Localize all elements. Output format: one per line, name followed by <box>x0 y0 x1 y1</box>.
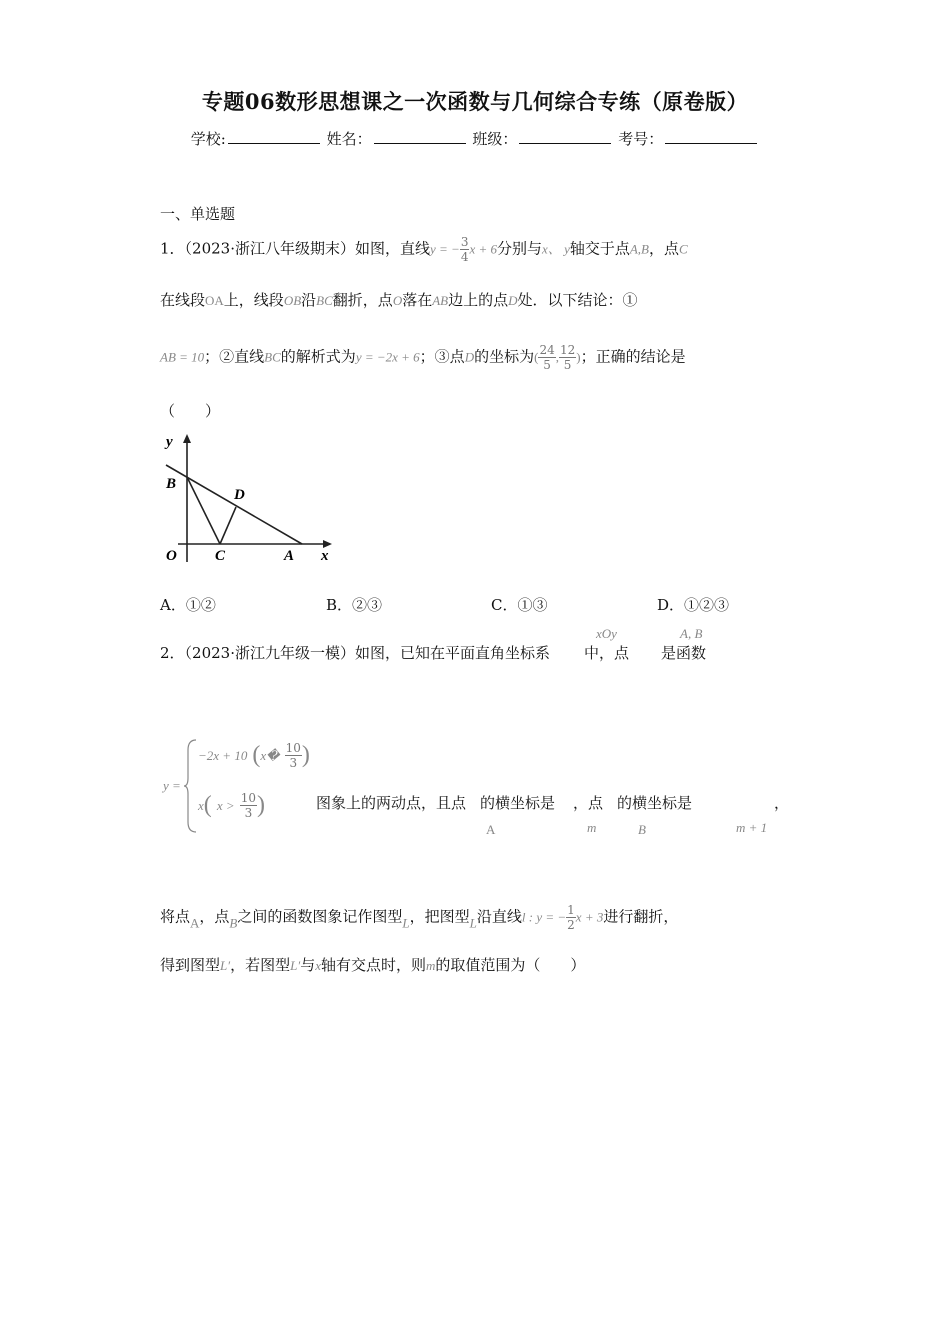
q1-coord-x-num: 24 <box>539 343 555 357</box>
q2-case2-cond: x > <box>216 798 235 813</box>
q1-frac-den: 4 <box>460 250 469 264</box>
q1-paren: ) <box>576 349 581 365</box>
q1-text: 上，线段 <box>223 291 284 309</box>
q2-case-1 <box>198 742 310 769</box>
q2-text: 的横坐标是 <box>480 794 556 812</box>
option-d[interactable]: D．①②③ <box>657 596 730 614</box>
label-a: A <box>284 548 295 564</box>
class-label: 班级： <box>472 130 518 148</box>
q1-ab-eq: AB = 10 <box>160 349 205 365</box>
q1-answer-paren: （ ） <box>160 402 221 420</box>
q1-coord-y-num: 12 <box>559 343 576 357</box>
q1-segment-ab: AB <box>432 293 449 308</box>
q2-text: 中，点 <box>584 644 630 662</box>
q1-text: 如图，直线 <box>355 239 431 258</box>
q2-text: 将点 <box>160 907 191 926</box>
label-o: O <box>166 548 177 564</box>
q1-source: （2023·浙江八年级期末） <box>184 239 355 258</box>
label-d: D <box>234 487 245 503</box>
q2-case2-expr: x <box>198 798 204 813</box>
q2-line-frac <box>566 904 576 931</box>
option-c[interactable]: C．①③ <box>491 596 548 614</box>
q2-text: 是函数 <box>661 644 707 662</box>
q1-points: A,B <box>629 241 649 257</box>
q2-line-2a <box>316 792 692 813</box>
section-heading: 一、单选题 <box>160 205 236 223</box>
q2-source: （2023·浙江九年级一模） <box>184 644 355 662</box>
q2-y-eq: y = <box>163 778 181 793</box>
x-axis-arrow <box>323 540 332 548</box>
name-label: 姓名： <box>326 130 372 148</box>
class-blank <box>519 129 611 144</box>
q1-line-2 <box>160 289 638 310</box>
q2-line-1 <box>160 642 706 663</box>
q2-l3-b: B <box>229 915 238 931</box>
q2-case2-paren-open: ( <box>203 792 212 818</box>
q2-points-ab: A, B <box>680 626 703 641</box>
q1-number: 1． <box>160 239 185 258</box>
student-info-line <box>0 128 950 149</box>
q2-text: 沿直线 <box>476 907 522 926</box>
q2-case1-cond: x� <box>260 748 280 763</box>
q1-axes: x、 y <box>542 241 570 257</box>
q1-frac-num: 3 <box>460 235 469 249</box>
q2-number: 2． <box>160 644 185 662</box>
label-x: x <box>321 548 329 564</box>
q2-comma: ， <box>774 794 790 812</box>
q1-text: 轴交于点 <box>569 239 630 258</box>
q2-l4-m: m <box>426 958 436 973</box>
page-title: 专题06数形思想课之一次函数与几何综合专练（原卷版） <box>201 89 749 114</box>
q2-sub-b: B <box>638 822 646 837</box>
q2-l3-l: L <box>402 915 410 931</box>
q1-comma: , <box>555 349 559 365</box>
exam-no-blank <box>665 129 757 144</box>
q1-point-c: C <box>679 241 688 257</box>
q2-text: 进行翻折， <box>603 907 679 926</box>
q2-text: 得到图型 <box>160 956 221 974</box>
q2-xoy: xOy <box>596 626 617 641</box>
q1-point-o: O <box>392 293 403 308</box>
q2-line-frac-den: 2 <box>567 918 575 932</box>
q2-sub-a: A <box>486 822 496 837</box>
q2-case2-num: 10 <box>240 791 257 805</box>
y-axis-arrow <box>183 434 191 443</box>
q2-text: ，若图型 <box>230 956 291 974</box>
q2-case1-frac <box>285 742 302 769</box>
q1-segment-ob: OB <box>283 293 302 308</box>
q1-text: ，点 <box>649 239 680 258</box>
segment-cd <box>220 507 236 544</box>
q2-text: 的取值范围为（ ） <box>435 956 586 974</box>
q1-coord-y <box>559 344 576 371</box>
q1-line-3 <box>160 344 686 371</box>
q2-case1-num: 10 <box>285 741 301 755</box>
school-label: 学校: <box>190 130 226 148</box>
q2-text: 轴有交点时，则 <box>320 956 426 974</box>
name-blank <box>374 129 466 144</box>
label-b: B <box>166 476 177 492</box>
q1-coord-y-den: 5 <box>563 358 572 372</box>
q2-l3-l2: L <box>469 915 477 931</box>
q2-sub-m: m <box>587 820 597 835</box>
q2-case1-expr: −2x + 10 <box>198 748 248 763</box>
q2-line-4 <box>160 954 585 975</box>
q2-case2-frac <box>240 792 257 819</box>
label-c: C <box>215 548 226 564</box>
q2-text: 之间的函数图象记作图型 <box>237 907 403 926</box>
school-blank <box>228 129 320 144</box>
q2-text: ，点 <box>199 907 230 926</box>
q2-left-brace <box>184 738 198 834</box>
q2-line-eq: l : y = − <box>521 909 567 925</box>
q2-sub-m1: m + 1 <box>736 820 768 835</box>
q2-l4-l: L′ <box>220 958 231 973</box>
q1-text: ；正确的结论是 <box>580 347 686 366</box>
label-y: y <box>166 434 173 450</box>
q1-text: ；③点 <box>419 347 465 366</box>
q2-text: ，把图型 <box>409 907 470 926</box>
q1-text: 处．以下结论：① <box>517 291 638 309</box>
q1-equation: y = − <box>430 241 460 257</box>
q1-text: 落在 <box>402 291 433 309</box>
q2-case-2 <box>198 792 265 819</box>
q1-paren: ( <box>534 349 539 365</box>
q1-coord-x-den: 5 <box>543 358 551 372</box>
q2-text: 与 <box>300 956 316 974</box>
q1-coord-x <box>538 344 555 371</box>
q2-case2-den: 3 <box>244 806 253 820</box>
q2-case2-paren-close: ) <box>257 792 266 818</box>
q2-l4-l2: L′ <box>290 958 301 973</box>
q2-case1-paren-close: ) <box>301 742 310 768</box>
q1-equation-rhs: x + 6 <box>469 241 498 257</box>
q2-text: 的横坐标是 <box>617 794 693 812</box>
q1-segment-bc: BC <box>316 293 333 308</box>
q1-text: 边上的点 <box>448 291 509 309</box>
q2-text: ，点 <box>573 794 604 812</box>
q1-text: 在线段 <box>160 291 206 309</box>
q2-text: 图象上的两动点，且点 <box>316 794 467 812</box>
q1-d: D <box>464 349 475 365</box>
q2-l4-x: x <box>315 958 321 973</box>
q1-text: 沿 <box>301 291 317 309</box>
q1-text: ；②直线 <box>204 347 265 366</box>
q1-line-1 <box>160 236 688 263</box>
q2-case1-paren-open: ( <box>252 742 261 768</box>
option-a[interactable]: A．①② <box>160 596 216 614</box>
q2-case1-den: 3 <box>289 756 298 770</box>
q2-l3-a: A <box>190 915 200 931</box>
option-b[interactable]: B．②③ <box>326 596 383 614</box>
q1-bc: BC <box>264 349 281 365</box>
exam-no-label: 考号： <box>618 130 664 148</box>
q2-line-frac-num: 1 <box>567 903 575 917</box>
q2-text: 如图，已知在平面直角坐标系 <box>355 644 551 662</box>
q1-point-d: D <box>508 293 518 308</box>
q2-line-3 <box>160 904 678 932</box>
q1-text: 翻折，点 <box>332 291 393 309</box>
q1-text: 分别与 <box>497 239 543 258</box>
q2-line-eq-rhs: x + 3 <box>575 909 604 925</box>
q1-segment-oa: OA <box>205 293 224 308</box>
q1-figure <box>158 430 338 565</box>
q1-bc-equation: y = −2x + 6 <box>355 349 420 365</box>
q1-text: 的解析式为 <box>280 347 356 366</box>
q1-text: 的坐标为 <box>474 347 535 366</box>
